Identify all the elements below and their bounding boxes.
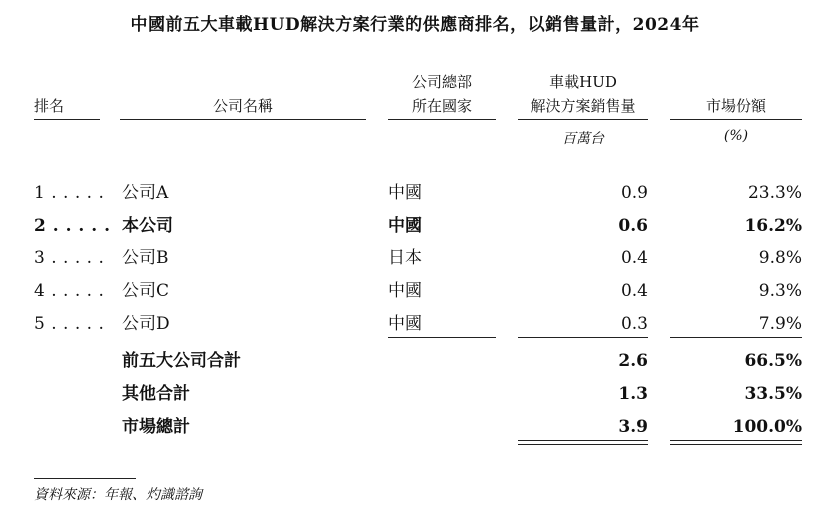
row-share: 23.3% bbox=[747, 183, 802, 203]
row-country: 中國 bbox=[388, 281, 422, 301]
header-share: 市場份額 bbox=[705, 97, 766, 115]
row-country: 中國 bbox=[388, 183, 422, 203]
row-country: 日本 bbox=[388, 248, 422, 268]
row-company-name: 公司A bbox=[122, 183, 169, 203]
row-share: 7.9% bbox=[758, 314, 802, 334]
row-rank: 2 . . . . . bbox=[34, 216, 111, 236]
row-country: 中國 bbox=[388, 314, 422, 334]
total-sales: 1.3 bbox=[618, 384, 648, 404]
total-share: 100.0% bbox=[732, 417, 802, 437]
row-rank: 5 . . . . . bbox=[34, 314, 105, 334]
header-rule-country bbox=[388, 119, 496, 120]
row-rank: 4 . . . . . bbox=[34, 281, 105, 301]
row-share: 9.3% bbox=[758, 281, 802, 301]
total-share: 33.5% bbox=[744, 384, 802, 404]
total-label: 其他合計 bbox=[122, 384, 190, 404]
row-sales: 0.4 bbox=[620, 281, 648, 301]
row-sales: 0.4 bbox=[620, 248, 648, 268]
header-company: 公司名稱 bbox=[212, 97, 273, 115]
footnote-rule bbox=[34, 478, 136, 479]
row-company-name: 公司B bbox=[122, 248, 169, 268]
total-sales: 3.9 bbox=[618, 417, 648, 437]
total-label: 前五大公司合計 bbox=[122, 351, 241, 371]
grand-total-rule-sales-1 bbox=[518, 440, 648, 441]
subtotal-rule-country bbox=[388, 337, 496, 338]
row-company-name: 公司C bbox=[122, 281, 170, 301]
share-unit: (%) bbox=[723, 128, 749, 144]
row-rank: 3 . . . . . bbox=[34, 248, 105, 268]
row-sales: 0.9 bbox=[620, 183, 648, 203]
grand-total-rule-sales-2 bbox=[518, 444, 648, 445]
total-sales: 2.6 bbox=[618, 351, 648, 371]
header-sales-line1: 車載HUD bbox=[549, 73, 617, 91]
header-rule-company bbox=[120, 119, 366, 120]
header-rule-sales bbox=[518, 119, 648, 120]
header-rule-share bbox=[670, 119, 802, 120]
header-sales-line2: 解決方案銷售量 bbox=[530, 97, 636, 115]
total-label: 市場總計 bbox=[122, 417, 190, 437]
header-rank: 排名 bbox=[34, 97, 65, 115]
subtotal-rule-share bbox=[670, 337, 802, 338]
header-country-line1: 公司總部 bbox=[411, 73, 472, 91]
row-company-name: 本公司 bbox=[122, 216, 173, 236]
row-share: 9.8% bbox=[758, 248, 802, 268]
row-sales: 0.3 bbox=[620, 314, 648, 334]
row-rank: 1 . . . . . bbox=[34, 183, 105, 203]
header-country-line2: 所在國家 bbox=[411, 97, 472, 115]
source-note: 資料來源：年報、灼識諮詢 bbox=[34, 487, 202, 503]
row-country: 中國 bbox=[388, 216, 422, 236]
grand-total-rule-share-2 bbox=[670, 444, 802, 445]
row-sales: 0.6 bbox=[618, 216, 648, 236]
subtotal-rule-sales bbox=[518, 337, 648, 338]
total-share: 66.5% bbox=[744, 351, 802, 371]
header-rule-rank bbox=[34, 119, 100, 120]
table-title: 中國前五大車載HUD解決方案行業的供應商排名，以銷售量計，2024年 bbox=[130, 15, 700, 35]
sales-unit: 百萬台 bbox=[562, 131, 604, 147]
row-share: 16.2% bbox=[744, 216, 802, 236]
grand-total-rule-share-1 bbox=[670, 440, 802, 441]
row-company-name: 公司D bbox=[122, 314, 170, 334]
